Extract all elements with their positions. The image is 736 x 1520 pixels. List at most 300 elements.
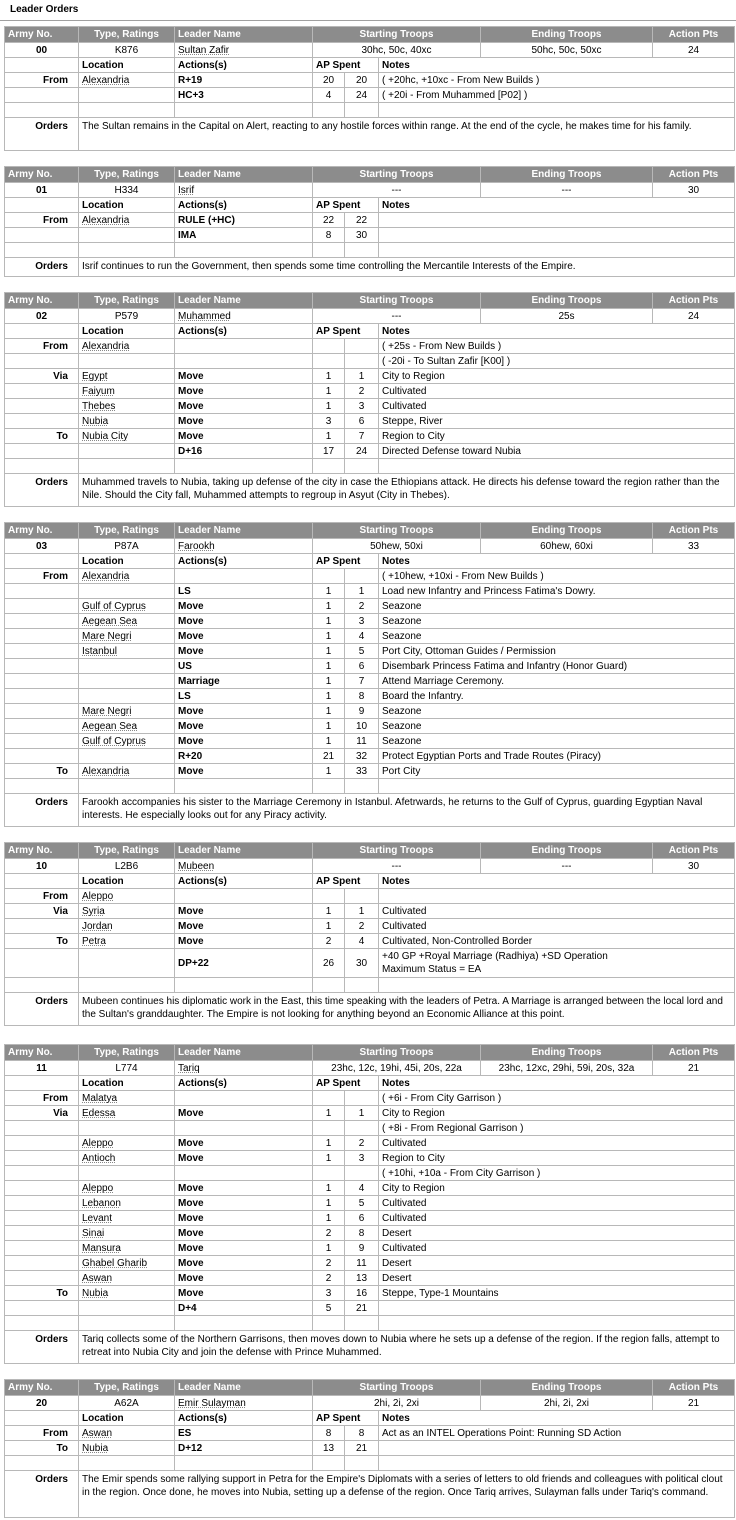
col-actions: Actions(s) (175, 874, 313, 889)
step-ap-total: 1 (345, 584, 379, 599)
step-action: Move (175, 629, 313, 644)
step-location: Antioch (79, 1151, 175, 1166)
step-notes: Attend Marriage Ceremony. (379, 674, 735, 689)
step-label (5, 644, 79, 659)
order-step-row (5, 243, 735, 258)
step-ap-total: 9 (345, 1241, 379, 1256)
order-step-row (5, 904, 735, 919)
step-notes (379, 243, 735, 258)
order-step-row (5, 644, 735, 659)
orders-label: Orders (5, 993, 79, 1026)
army-table (4, 26, 735, 151)
step-notes (379, 1441, 735, 1456)
col-type-ratings: Type, Ratings (79, 1380, 175, 1396)
ending-troops: --- (481, 183, 653, 198)
orders-label: Orders (5, 258, 79, 277)
step-location (79, 88, 175, 103)
type-ratings: P579 (79, 309, 175, 324)
step-location: Nubia (79, 1286, 175, 1301)
orders-row (5, 474, 735, 507)
col-notes: Notes (379, 874, 735, 889)
step-location (79, 1456, 175, 1471)
order-step-row (5, 444, 735, 459)
col-starting-troops: Starting Troops (313, 293, 481, 309)
step-action: D+4 (175, 1301, 313, 1316)
step-notes: ( -20i - To Sultan Zafir [K00] ) (379, 354, 735, 369)
order-step-row (5, 399, 735, 414)
step-action: Move (175, 904, 313, 919)
step-ap-spent: 1 (313, 584, 345, 599)
step-ap-total: 20 (345, 73, 379, 88)
step-ap-total: 11 (345, 734, 379, 749)
step-ap-total: 8 (345, 689, 379, 704)
step-location (79, 444, 175, 459)
step-ap-total (345, 1166, 379, 1181)
starting-troops: --- (313, 859, 481, 874)
orders-text: Tariq collects some of the Northern Garrisons, then moves down to Nubia where he sets up a defense of the region. If the region falls, attempt to retreat into Nubia City and join the defense with Prince Muhammed. (79, 1331, 735, 1364)
col-army-no: Army No. (5, 167, 79, 183)
step-ap-spent: 21 (313, 749, 345, 764)
col-actions: Actions(s) (175, 554, 313, 569)
spacer-cell (5, 58, 79, 73)
step-ap-spent: 1 (313, 689, 345, 704)
col-notes: Notes (379, 58, 735, 73)
step-action (175, 889, 313, 904)
step-notes (379, 103, 735, 118)
step-action: Move (175, 1256, 313, 1271)
step-location: Nubia City (79, 429, 175, 444)
step-ap-spent: 1 (313, 369, 345, 384)
step-action: IMA (175, 228, 313, 243)
army-info-row (5, 309, 735, 324)
step-label: From (5, 339, 79, 354)
army-number: 02 (5, 309, 79, 324)
order-step-row (5, 569, 735, 584)
step-notes: ( +10hi, +10a - From City Garrison ) (379, 1166, 735, 1181)
step-label (5, 88, 79, 103)
step-ap-total: 8 (345, 1426, 379, 1441)
step-action (175, 354, 313, 369)
step-ap-spent: 1 (313, 614, 345, 629)
step-label (5, 719, 79, 734)
army-info-row (5, 539, 735, 554)
type-ratings: K876 (79, 43, 175, 58)
step-location: Alexandria (79, 339, 175, 354)
step-location: Aswan (79, 1271, 175, 1286)
step-location: Aegean Sea (79, 719, 175, 734)
leader-name: Muhammed (175, 309, 313, 324)
type-ratings: L774 (79, 1061, 175, 1076)
step-action: D+16 (175, 444, 313, 459)
step-ap-total: 6 (345, 1211, 379, 1226)
step-ap-total (345, 779, 379, 794)
orders-subheader-row (5, 874, 735, 889)
army-header-row (5, 293, 735, 309)
order-step-row (5, 459, 735, 474)
step-notes: Desert (379, 1256, 735, 1271)
step-action: Move (175, 1136, 313, 1151)
order-step-row (5, 73, 735, 88)
step-notes (379, 889, 735, 904)
order-step-row (5, 1316, 735, 1331)
step-notes (379, 779, 735, 794)
step-notes-line: Maximum Status = EA (382, 964, 482, 975)
step-location (79, 228, 175, 243)
col-ap-spent: AP Spent (313, 324, 379, 339)
action-points: 21 (653, 1061, 735, 1076)
col-starting-troops: Starting Troops (313, 523, 481, 539)
step-action: Move (175, 934, 313, 949)
step-ap-spent: 1 (313, 1151, 345, 1166)
step-location: Aleppo (79, 1181, 175, 1196)
army-block (4, 842, 734, 1026)
step-label (5, 1456, 79, 1471)
step-location: Edessa (79, 1106, 175, 1121)
step-label (5, 103, 79, 118)
col-action-pts: Action Pts (653, 1045, 735, 1061)
step-notes: Cultivated (379, 1196, 735, 1211)
order-step-row (5, 103, 735, 118)
step-action: Move (175, 1286, 313, 1301)
step-ap-spent: 20 (313, 73, 345, 88)
ending-troops: 25s (481, 309, 653, 324)
order-step-row (5, 354, 735, 369)
step-label (5, 228, 79, 243)
step-ap-spent: 1 (313, 904, 345, 919)
order-step-row (5, 228, 735, 243)
step-ap-total (345, 103, 379, 118)
step-location: Nubia (79, 414, 175, 429)
step-ap-spent (313, 459, 345, 474)
step-ap-spent: 1 (313, 1181, 345, 1196)
step-ap-spent: 2 (313, 1226, 345, 1241)
step-label (5, 704, 79, 719)
step-ap-spent (313, 779, 345, 794)
order-step-row (5, 1121, 735, 1136)
order-step-row (5, 779, 735, 794)
army-block (4, 1044, 734, 1364)
step-ap-total: 13 (345, 1271, 379, 1286)
step-label: To (5, 429, 79, 444)
ending-troops: 2hi, 2i, 2xi (481, 1396, 653, 1411)
order-step-row (5, 764, 735, 779)
step-notes: Cultivated (379, 904, 735, 919)
step-label (5, 599, 79, 614)
col-starting-troops: Starting Troops (313, 27, 481, 43)
step-ap-spent: 1 (313, 674, 345, 689)
step-ap-spent: 1 (313, 734, 345, 749)
step-action: US (175, 659, 313, 674)
step-label (5, 399, 79, 414)
order-step-row (5, 889, 735, 904)
army-table (4, 1044, 735, 1364)
step-ap-total (345, 354, 379, 369)
order-step-row (5, 1226, 735, 1241)
col-ending-troops: Ending Troops (481, 27, 653, 43)
step-notes: Cultivated (379, 1136, 735, 1151)
col-starting-troops: Starting Troops (313, 1380, 481, 1396)
step-ap-spent: 1 (313, 764, 345, 779)
army-block (4, 26, 734, 151)
step-label (5, 243, 79, 258)
step-ap-spent: 8 (313, 228, 345, 243)
step-ap-spent: 22 (313, 213, 345, 228)
step-label (5, 614, 79, 629)
step-label (5, 1121, 79, 1136)
step-action: Move (175, 429, 313, 444)
step-location (79, 779, 175, 794)
army-header-row (5, 1045, 735, 1061)
col-type-ratings: Type, Ratings (79, 1045, 175, 1061)
col-type-ratings: Type, Ratings (79, 293, 175, 309)
type-ratings: P87A (79, 539, 175, 554)
step-ap-total: 4 (345, 1181, 379, 1196)
step-ap-spent (313, 889, 345, 904)
step-notes: ( +20i - From Muhammed [P02] ) (379, 88, 735, 103)
orders-subheader-row (5, 554, 735, 569)
orders-text: The Emir spends some rallying support in Petra for the Empire's Diplomats with a series of letters to old friends and colleagues with political clout in the region. Once done, he moves into Nubia, setting up a defense of the region. Once Tariq arrives, Sulayman falls under Tariq's command. (79, 1471, 735, 1518)
step-label (5, 1196, 79, 1211)
step-action: Move (175, 384, 313, 399)
step-location: Mare Negri (79, 629, 175, 644)
col-type-ratings: Type, Ratings (79, 843, 175, 859)
step-action (175, 1121, 313, 1136)
step-location: Malatya (79, 1091, 175, 1106)
step-ap-spent: 2 (313, 1256, 345, 1271)
order-step-row (5, 1196, 735, 1211)
step-ap-total: 22 (345, 213, 379, 228)
step-location: Syria (79, 904, 175, 919)
step-ap-total: 8 (345, 1226, 379, 1241)
step-location: Alexandria (79, 569, 175, 584)
step-notes: Desert (379, 1226, 735, 1241)
step-notes: Seazone (379, 614, 735, 629)
step-location: Nubia (79, 1441, 175, 1456)
step-notes (379, 1456, 735, 1471)
col-ending-troops: Ending Troops (481, 293, 653, 309)
army-number: 20 (5, 1396, 79, 1411)
col-location: Location (79, 324, 175, 339)
step-location: Petra (79, 934, 175, 949)
step-notes (379, 1301, 735, 1316)
step-ap-total: 9 (345, 704, 379, 719)
step-ap-total: 32 (345, 749, 379, 764)
step-ap-total (345, 459, 379, 474)
step-ap-total: 30 (345, 228, 379, 243)
order-step-row (5, 934, 735, 949)
step-ap-spent (313, 569, 345, 584)
col-ending-troops: Ending Troops (481, 167, 653, 183)
step-action (175, 1456, 313, 1471)
step-ap-spent: 1 (313, 919, 345, 934)
orders-subheader-row (5, 1076, 735, 1091)
step-location: Thebes (79, 399, 175, 414)
step-ap-spent: 8 (313, 1426, 345, 1441)
col-notes: Notes (379, 198, 735, 213)
step-label (5, 1226, 79, 1241)
col-ending-troops: Ending Troops (481, 523, 653, 539)
step-ap-total: 3 (345, 1151, 379, 1166)
step-ap-total (345, 1091, 379, 1106)
order-step-row (5, 1456, 735, 1471)
step-action: Move (175, 1271, 313, 1286)
step-label: Via (5, 904, 79, 919)
step-label (5, 1136, 79, 1151)
step-ap-total (345, 1456, 379, 1471)
step-ap-total: 2 (345, 384, 379, 399)
step-label (5, 1151, 79, 1166)
orders-row (5, 118, 735, 151)
army-number: 01 (5, 183, 79, 198)
step-ap-total (345, 1121, 379, 1136)
order-step-row (5, 719, 735, 734)
step-label: From (5, 1426, 79, 1441)
army-header-row (5, 27, 735, 43)
step-location: Alexandria (79, 764, 175, 779)
orders-row (5, 258, 735, 277)
step-ap-total: 1 (345, 1106, 379, 1121)
starting-troops: 50hew, 50xi (313, 539, 481, 554)
action-points: 30 (653, 183, 735, 198)
step-notes: Desert (379, 1271, 735, 1286)
type-ratings: A62A (79, 1396, 175, 1411)
step-location (79, 459, 175, 474)
step-notes: ( +20hc, +10xc - From New Builds ) (379, 73, 735, 88)
order-step-row (5, 734, 735, 749)
step-location: Aleppo (79, 889, 175, 904)
step-notes: Cultivated (379, 384, 735, 399)
type-ratings: H334 (79, 183, 175, 198)
orders-row (5, 993, 735, 1026)
step-action: Move (175, 1241, 313, 1256)
step-ap-spent (313, 1456, 345, 1471)
spacer-cell (5, 324, 79, 339)
orders-label: Orders (5, 1471, 79, 1518)
step-notes: Cultivated (379, 399, 735, 414)
army-block (4, 522, 734, 827)
step-ap-total: 33 (345, 764, 379, 779)
step-notes: ( +25s - From New Builds ) (379, 339, 735, 354)
step-action: Move (175, 399, 313, 414)
step-action: R+20 (175, 749, 313, 764)
step-label (5, 734, 79, 749)
step-location: Alexandria (79, 213, 175, 228)
step-ap-total: 24 (345, 444, 379, 459)
step-action: HC+3 (175, 88, 313, 103)
army-table (4, 842, 735, 1026)
order-step-row (5, 88, 735, 103)
step-label (5, 1211, 79, 1226)
col-ap-spent: AP Spent (313, 58, 379, 73)
step-label: To (5, 934, 79, 949)
order-step-row (5, 689, 735, 704)
step-notes: Seazone (379, 599, 735, 614)
step-ap-total: 21 (345, 1441, 379, 1456)
step-ap-spent: 2 (313, 934, 345, 949)
orders-label: Orders (5, 474, 79, 507)
step-ap-total: 6 (345, 659, 379, 674)
step-ap-total: 30 (345, 949, 379, 978)
col-leader-name: Leader Name (175, 293, 313, 309)
step-notes: Port City (379, 764, 735, 779)
col-action-pts: Action Pts (653, 167, 735, 183)
leader-name: Mubeen (175, 859, 313, 874)
step-action: Move (175, 1106, 313, 1121)
step-location: Aegean Sea (79, 614, 175, 629)
col-location: Location (79, 58, 175, 73)
step-ap-total: 7 (345, 674, 379, 689)
step-notes: Directed Defense toward Nubia (379, 444, 735, 459)
step-label (5, 779, 79, 794)
step-label (5, 1316, 79, 1331)
step-notes: Load new Infantry and Princess Fatima's Dowry. (379, 584, 735, 599)
spacer-cell (5, 1076, 79, 1091)
step-ap-spent (313, 243, 345, 258)
step-ap-spent: 1 (313, 629, 345, 644)
step-location: Sinai (79, 1226, 175, 1241)
orders-subheader-row (5, 324, 735, 339)
step-label (5, 919, 79, 934)
step-notes: City to Region (379, 1106, 735, 1121)
step-action (175, 978, 313, 993)
step-notes: Cultivated (379, 919, 735, 934)
step-location (79, 978, 175, 993)
step-label (5, 674, 79, 689)
step-action: Move (175, 1181, 313, 1196)
step-action (175, 1316, 313, 1331)
col-ap-spent: AP Spent (313, 1411, 379, 1426)
step-ap-total: 3 (345, 614, 379, 629)
step-action (175, 243, 313, 258)
starting-troops: 30hc, 50c, 40xc (313, 43, 481, 58)
step-notes: Port City, Ottoman Guides / Permission (379, 644, 735, 659)
step-notes (379, 213, 735, 228)
step-ap-spent (313, 339, 345, 354)
step-location (79, 749, 175, 764)
col-notes: Notes (379, 1076, 735, 1091)
step-ap-spent: 1 (313, 599, 345, 614)
step-label (5, 949, 79, 978)
step-ap-spent: 1 (313, 719, 345, 734)
orders-subheader-row (5, 198, 735, 213)
step-action: LS (175, 689, 313, 704)
col-notes: Notes (379, 554, 735, 569)
step-ap-spent: 1 (313, 1211, 345, 1226)
col-notes: Notes (379, 1411, 735, 1426)
step-ap-spent: 3 (313, 414, 345, 429)
col-location: Location (79, 554, 175, 569)
col-location: Location (79, 874, 175, 889)
order-step-row (5, 384, 735, 399)
step-location (79, 674, 175, 689)
army-info-row (5, 183, 735, 198)
step-ap-total (345, 1316, 379, 1331)
army-table (4, 166, 735, 277)
order-step-row (5, 1091, 735, 1106)
starting-troops: --- (313, 183, 481, 198)
step-ap-total (345, 889, 379, 904)
col-actions: Actions(s) (175, 324, 313, 339)
leader-name: Farookh (175, 539, 313, 554)
page-title: Leader Orders (10, 4, 79, 15)
step-ap-total: 11 (345, 1256, 379, 1271)
army-number: 00 (5, 43, 79, 58)
army-table (4, 1379, 735, 1518)
spacer-cell (5, 874, 79, 889)
ending-troops: 60hew, 60xi (481, 539, 653, 554)
step-location: Faiyum (79, 384, 175, 399)
leader-name: Sultan Zafir (175, 43, 313, 58)
